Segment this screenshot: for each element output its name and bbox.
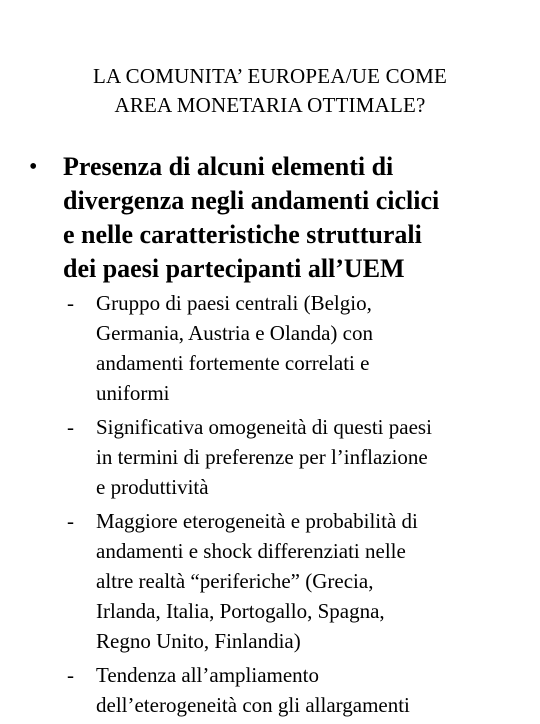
sub-line: uniformi [96, 381, 170, 405]
main-bullet-line-4: dei paesi partecipanti all’UEM [63, 254, 405, 283]
sub-line: dell’eterogeneità con gli allargamenti [96, 693, 410, 717]
dash-icon: - [67, 509, 74, 533]
sub-line: Tendenza all’ampliamento [96, 663, 320, 687]
sub-line: Irlanda, Italia, Portogallo, Spagna, [96, 599, 385, 623]
sub-line: Germania, Austria e Olanda) con [96, 321, 373, 345]
sub-bullet-list [67, 288, 517, 724]
sub-bullet-item [67, 288, 517, 408]
sub-line: Gruppo di paesi centrali (Belgio, [96, 291, 372, 315]
sub-bullet-text [96, 506, 517, 656]
sub-line: altre realtà “periferiche” (Grecia, [96, 569, 374, 593]
sub-bullet-text [96, 288, 517, 408]
sub-line: andamenti e shock differenziati nelle [96, 539, 406, 563]
title-line-2: AREA MONETARIA OTTIMALE? [114, 93, 426, 117]
main-bullet-line-2: divergenza negli andamenti ciclici [63, 186, 440, 215]
dash-icon: - [67, 663, 74, 687]
sub-bullet-item [67, 506, 517, 656]
slide-title [0, 62, 540, 120]
sub-line: in termini di preferenze per l’inflazione [96, 445, 428, 469]
dash-icon: - [67, 291, 74, 315]
title-line-1: LA COMUNITA’ EUROPEA/UE COME [92, 64, 448, 88]
main-bullet-line-1: Presenza di alcuni elementi di [63, 152, 394, 181]
main-bullet-line-3: e nelle caratteristiche strutturali [63, 220, 422, 249]
bullet-dot-icon: • [29, 154, 38, 180]
dash-icon: - [67, 415, 74, 439]
sub-bullet-text [96, 412, 517, 502]
sub-line: andamenti fortemente correlati e [96, 351, 370, 375]
sub-bullet-text [96, 660, 517, 720]
sub-line: e produttività [96, 475, 209, 499]
sub-line: Significativa omogeneità di questi paesi [96, 415, 432, 439]
sub-line: Maggiore eterogeneità e probabilità di [96, 509, 418, 533]
sub-bullet-item [67, 660, 517, 720]
sub-line: Regno Unito, Finlandia) [96, 629, 301, 653]
sub-bullet-item [67, 412, 517, 502]
main-bullet [29, 150, 519, 286]
main-bullet-text [63, 150, 519, 286]
